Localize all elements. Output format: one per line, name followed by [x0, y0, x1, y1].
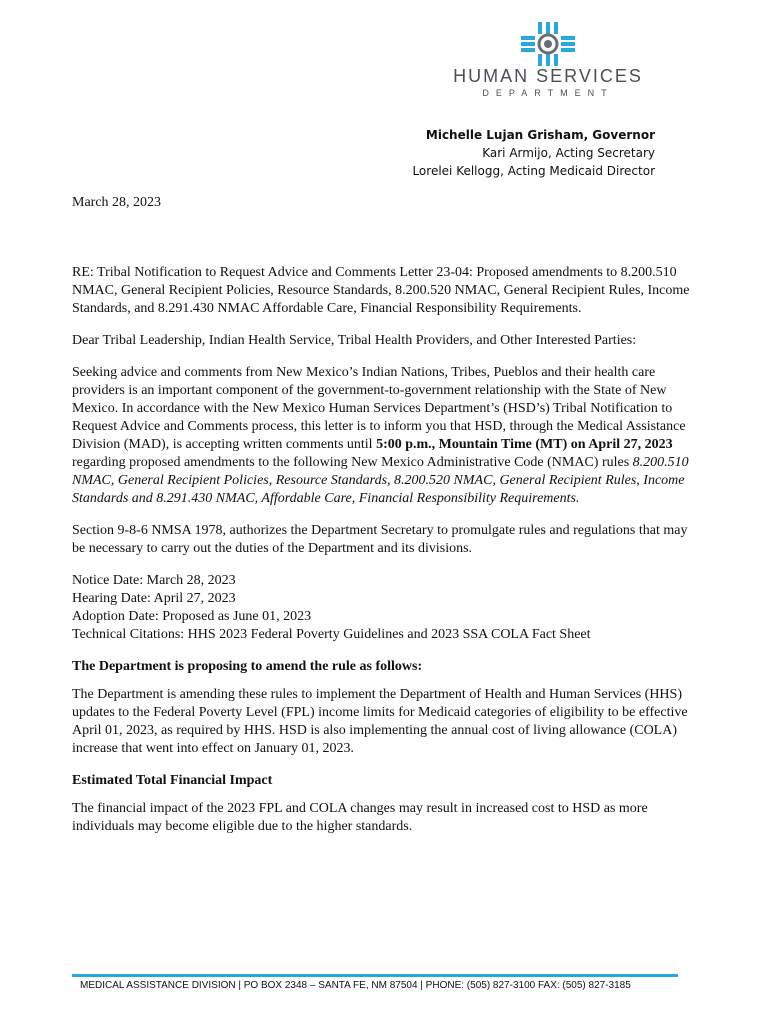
- footer-address: MEDICAL ASSISTANCE DIVISION | PO BOX 2348 – SANTA FE, NM 87504 | PHONE: (505) 827-3100 FAX: (505) 827-3185: [80, 980, 631, 991]
- letter-body: [72, 194, 700, 836]
- org-subtitle: DEPARTMENT: [482, 88, 614, 98]
- paragraph-amend: The Department is amending these rules to implement the Department of Health and Human Services (HHS) updates to the Federal Poverty Level (FPL) income limits for Medicaid categories of eligibility to be effective April 01, 2023, as required by HHS. HSD is also implementing the annual cost of living allowance (COLA) increase that went into effect on January 01, 2023.: [72, 687, 688, 756]
- paragraph-impact: The financial impact of the 2023 FPL and COLA changes may result in increased cost to HSD as more individuals may become eligible due to the higher standards.: [72, 801, 648, 834]
- dates-block: [72, 572, 700, 644]
- intro-text-b: regarding proposed amendments to the following New Mexico Administrative Code (NMAC) rules: [72, 455, 633, 470]
- medicaid-director-name: Lorelei Kellogg, Acting Medicaid Director: [412, 164, 655, 178]
- intro-text-a: Seeking advice and comments from New Mexico’s Indian Nations, Tribes, Pueblos and their health care providers is an important component of the government-to-government relationship with the State of New Mexico. In accordance with the New Mexico Human Services Department’s (HSD’s) Tribal Notification to Request Advice and Comments process, this letter is to inform you that HSD, through the Medical Assistance Division (MAD), is accepting written comments until: [72, 365, 686, 452]
- secretary-name: Kari Armijo, Acting Secretary: [482, 146, 655, 160]
- hearing-date: Hearing Date: April 27, 2023: [72, 591, 236, 606]
- technical-citations: Technical Citations: HHS 2023 Federal Poverty Guidelines and 2023 SSA COLA Fact Sheet: [72, 627, 591, 642]
- governor-name: Michelle Lujan Grisham, Governor: [425, 128, 655, 142]
- section-heading-impact: Estimated Total Financial Impact: [72, 773, 273, 788]
- re-line: RE: Tribal Notification to Request Advice and Comments Letter 23-04: Proposed amendments to 8.200.510 NMAC, General Recipient Policies, Resource Standards, 8.200.520 NMAC, General Recipient Rules, Income Standards, and 8.291.430 NMAC Affordable Care, Financial Responsibility Requirements.: [72, 265, 690, 316]
- footer-divider: [72, 974, 678, 977]
- salutation: Dear Tribal Leadership, Indian Health Service, Tribal Health Providers, and Other Interested Parties:: [72, 333, 637, 348]
- officials-block: [412, 126, 655, 180]
- zia-sun-icon: [513, 22, 583, 66]
- section-heading-amend: The Department is proposing to amend the rule as follows:: [72, 659, 423, 674]
- letter-date: March 28, 2023: [72, 195, 162, 210]
- comment-deadline: 5:00 p.m., Mountain Time (MT) on April 27, 2023: [376, 437, 673, 452]
- hsd-logo: [443, 22, 653, 102]
- notice-date: Notice Date: March 28, 2023: [72, 573, 236, 588]
- org-name: HUMAN SERVICES: [453, 66, 643, 86]
- paragraph-intro: [72, 364, 700, 508]
- rule-citations: 8.200.510 NMAC, General Recipient Policies, Resource Standards, 8.200.520 NMAC, General Recipient Rules, Income Standards and 8.291.430 NMAC, Affordable Care, Financial Responsibility Requirements.: [72, 455, 689, 506]
- adoption-date: Adoption Date: Proposed as June 01, 2023: [72, 609, 312, 624]
- paragraph-authority: Section 9-8-6 NMSA 1978, authorizes the Department Secretary to promulgate rules and regulations that may be necessary to carry out the duties of the Department and its divisions.: [72, 523, 688, 556]
